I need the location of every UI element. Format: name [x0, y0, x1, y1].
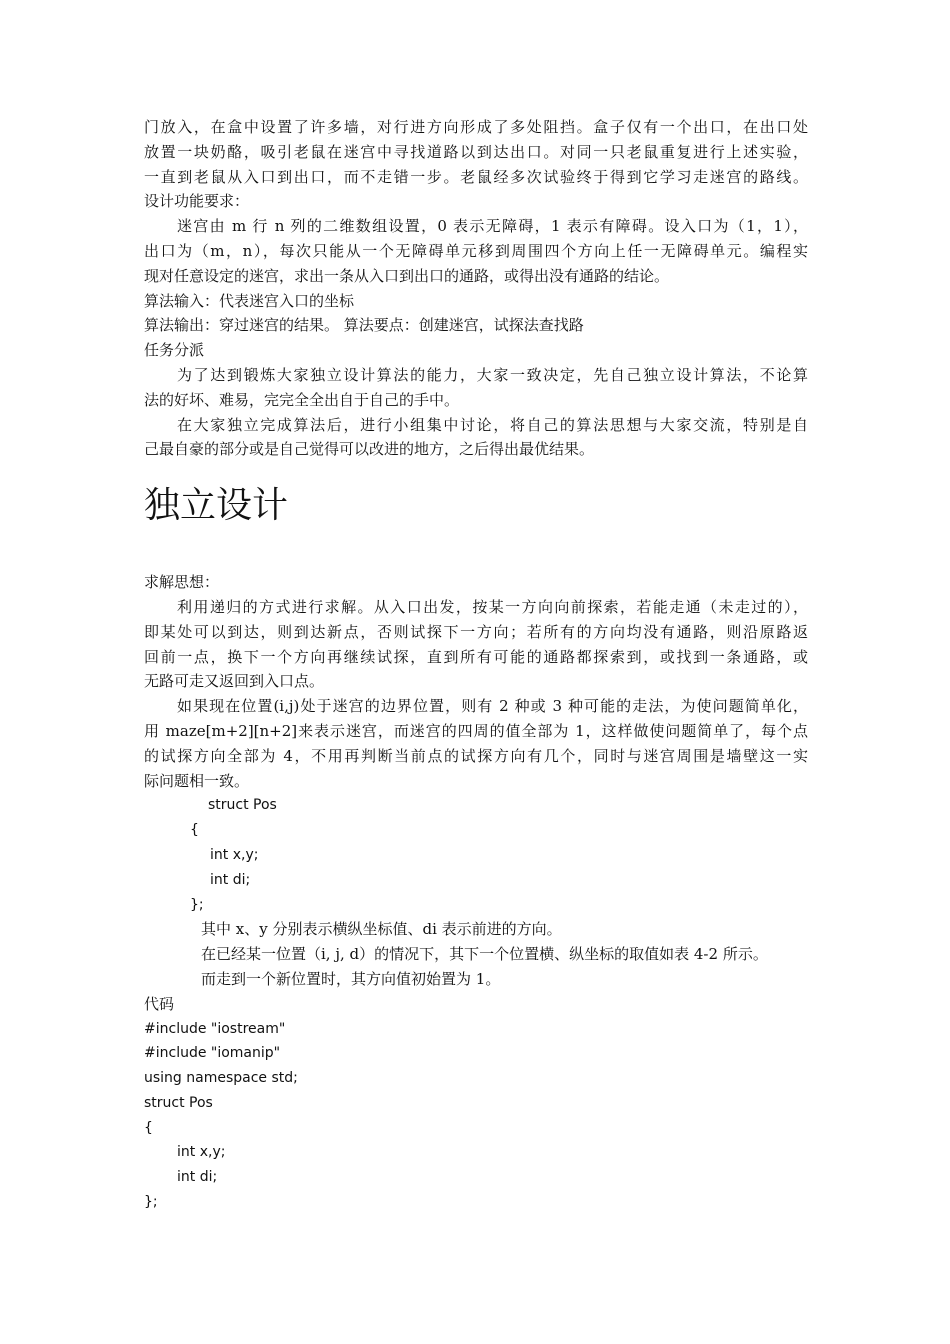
code-line-4: struct Pos — [144, 1094, 213, 1111]
requirements-line-2: 出口为（m，n），每次只能从一个无障碍单元移到周围四个方向上任一无障碍单元。编程实 — [144, 241, 808, 260]
code-line-5: { — [144, 1119, 153, 1136]
struct-line-3: int x,y; — [210, 846, 259, 863]
task-heading: 任务分派 — [144, 341, 205, 360]
algorithm-output: 算法输出：穿过迷宫的结果。 算法要点：创建迷宫，试探法查找路 — [144, 316, 584, 335]
task-p2-line-1: 在大家独立完成算法后，进行小组集中讨论，将自己的算法思想与大家交流，特别是自 — [177, 415, 808, 434]
task-p2-line-2: 己最自豪的部分或是自己觉得可以改进的地方，之后得出最优结果。 — [144, 440, 595, 459]
algorithm-input: 算法输入：代表迷宫入口的坐标 — [144, 291, 355, 310]
section-title: 独立设计 — [144, 485, 289, 527]
solution-note-2: 在已经某一位置（i, j, d）的情况下，其下一个位置横、纵坐标的取值如表 4-2 所示。 — [201, 945, 768, 964]
intro-line-3: 一直到老鼠从入口到出口，而不走错一步。老鼠经多次试验终于得到它学习走迷宫的路线。 — [144, 167, 808, 186]
solution-note-3: 而走到一个新位置时，其方向值初始置为 1。 — [201, 969, 501, 988]
code-heading: 代码 — [144, 994, 175, 1013]
requirements-line-1: 迷宫由 m 行 n 列的二维数组设置，0 表示无障碍，1 表示有障碍。设入口为（1，1）， — [177, 217, 808, 236]
code-line-6: int x,y; — [177, 1144, 226, 1161]
solution-p2-line-3: 的试探方向全部为 4，不用再判断当前点的试探方向有几个，同时与迷宫周围是墙壁这一实 — [144, 746, 808, 765]
struct-line-4: int di; — [210, 871, 251, 888]
solution-p2-line-2: 用 maze[m+2][n+2]来表示迷宫，而迷宫的四周的值全部为 1，这样做使问题简单了，每个点 — [144, 721, 808, 740]
solution-p2-line-4: 际问题相一致。 — [144, 771, 250, 790]
solution-p1-line-1: 利用递归的方式进行求解。从入口出发，按某一方向向前探索，若能走通（未走过的）， — [177, 597, 808, 616]
solution-p1-line-3: 回前一点，换下一个方向再继续试探，直到所有可能的通路都探索到，或找到一条通路，或 — [144, 647, 808, 666]
code-line-1: #include "iostream" — [144, 1020, 286, 1037]
intro-line-2: 放置一块奶酪，吸引老鼠在迷宫中寻找道路以到达出口。对同一只老鼠重复进行上述实验， — [144, 142, 808, 161]
code-line-2: #include "iomanip" — [144, 1045, 281, 1062]
task-p1-line-2: 法的好坏、难易，完完全全出自于自己的手中。 — [144, 390, 460, 409]
document-page — [144, 115, 808, 1215]
solution-p2-line-1: 如果现在位置(i,j)处于迷宫的边界位置，则有 2 种或 3 种可能的走法，为使问题简单化， — [177, 697, 808, 716]
code-line-3: using namespace std; — [144, 1070, 298, 1087]
requirements-heading: 设计功能要求： — [144, 192, 250, 211]
struct-line-1: struct Pos — [208, 797, 277, 814]
code-line-8: }; — [144, 1194, 158, 1211]
code-line-7: int di; — [177, 1169, 218, 1186]
struct-line-5: }; — [190, 896, 204, 913]
solution-heading: 求解思想： — [144, 573, 220, 592]
solution-p1-line-4: 无路可走又返回到入口点。 — [144, 672, 325, 691]
task-p1-line-1: 为了达到锻炼大家独立设计算法的能力，大家一致决定，先自己独立设计算法，不论算 — [177, 365, 808, 384]
struct-line-2: { — [190, 822, 199, 839]
requirements-line-3: 现对任意设定的迷宫，求出一条从入口到出口的通路，或得出没有通路的结论。 — [144, 266, 670, 285]
intro-line-1: 门放入，在盒中设置了许多墙，对行进方向形成了多处阻挡。盒子仅有一个出口，在出口处 — [144, 118, 808, 136]
solution-p1-line-2: 即某处可以到达，则到达新点，否则试探下一方向；若所有的方向均没有通路，则沿原路返 — [144, 622, 808, 641]
solution-note-1: 其中 x、y 分别表示横纵坐标值、di 表示前进的方向。 — [201, 920, 562, 939]
